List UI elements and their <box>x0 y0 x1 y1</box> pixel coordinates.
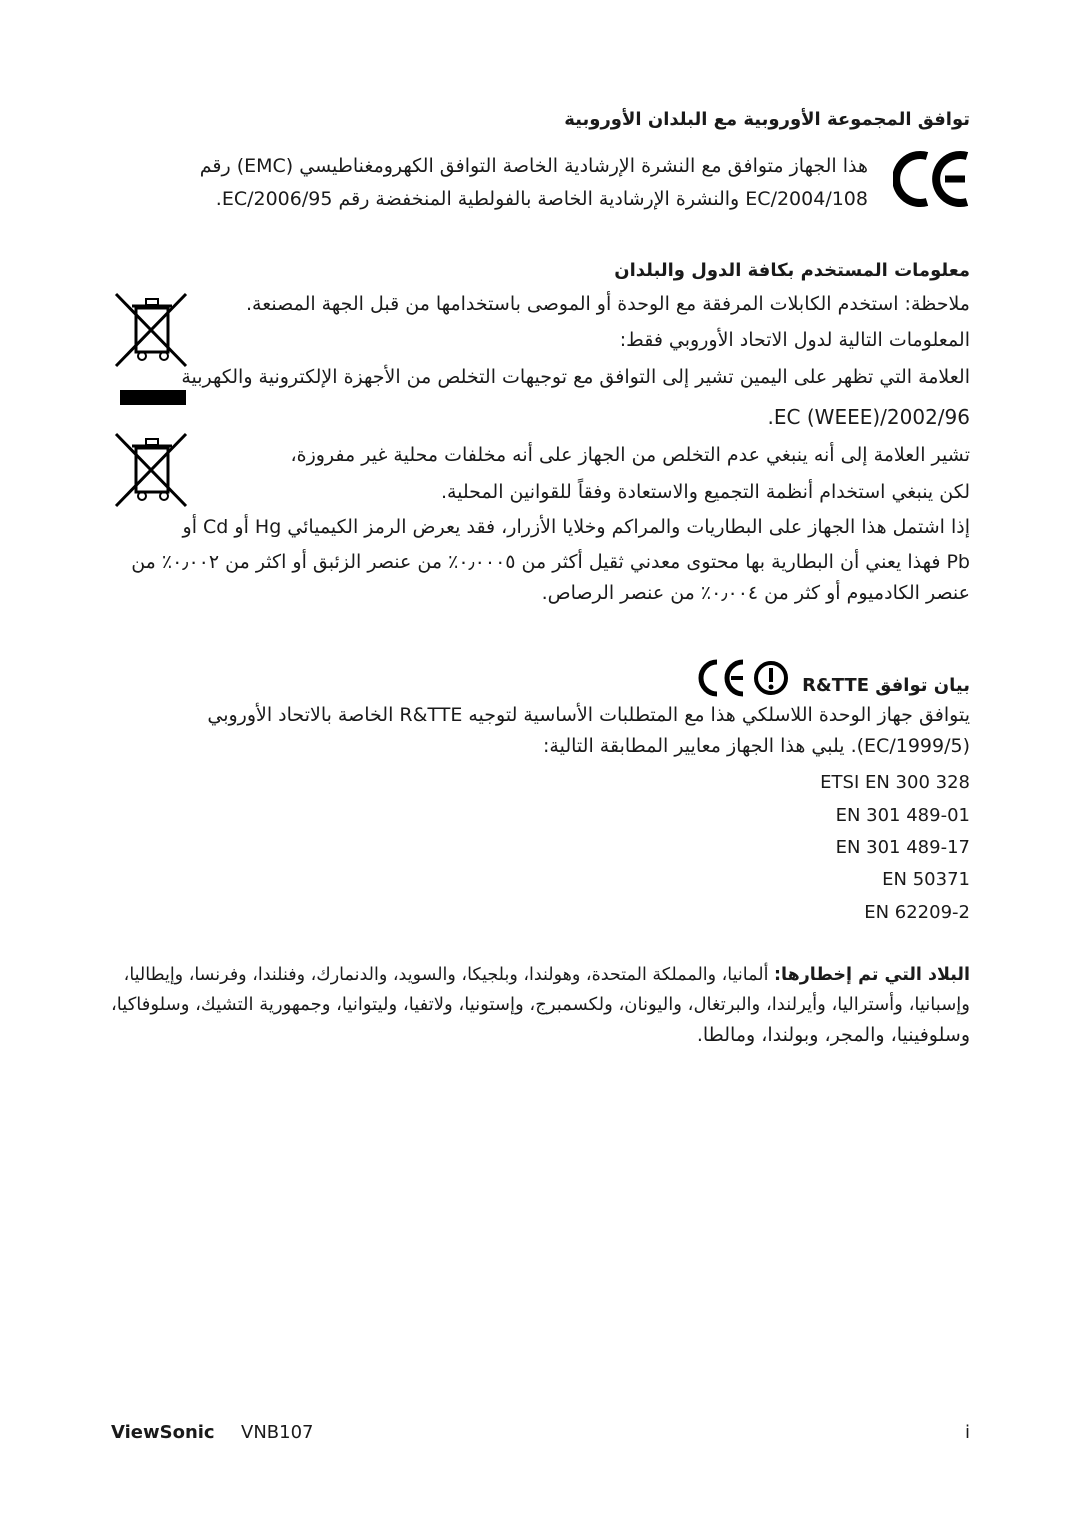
countries-line-3: وسلوفينيا، والمجر، وبولندا، ومالطا. <box>696 1024 970 1046</box>
countries-line-1 <box>124 962 970 988</box>
standard-item: ETSI EN 300 328 <box>820 772 970 793</box>
battery-line-2: Pb فهذا يعني أن البطارية بها محتوى معدني ثقيل أكثر من ٠٫٠٠٠٥٪ من عنصر الزئبق أو اكثر من ٠٫٠٠٢٪ من <box>131 551 970 573</box>
crossed-out-wheelie-bin-icon <box>112 430 190 510</box>
crossed-out-wheelie-bin-icon <box>112 290 190 370</box>
battery-line-3: عنصر الكادميوم أو كثر من ٠٫٠٠٤٪ من عنصر الرصاص. <box>541 582 970 604</box>
ce-mark-icon <box>893 150 971 208</box>
ce-text-line-1: هذا الجهاز متوافق مع النشرة الإرشادية الخاصة التوافق الكهرومغناطيسي (EMC) رقم <box>199 155 868 177</box>
weee-disposal-line-1: تشير العلامة إلى أنه ينبغي عدم التخلص من الجهاز على أنه مخلفات محلية غير مفروزة، <box>290 444 970 466</box>
weee-black-bar <box>120 390 186 405</box>
battery-line-1: إذا اشتمل هذا الجهاز على البطاريات والمراكم وخلايا الأزرار، فقد يعرض الرمز الكيميائي Hg أو Cd أو <box>182 516 970 538</box>
weee-mark-line: العلامة التي تظهر على اليمين تشير إلى التوافق مع توجيهات التخلص من الأجهزة الإلكترونية والكهربية <box>181 366 970 388</box>
rtte-line-1: يتوافق جهاز الوحدة اللاسلكي هذا مع المتطلبات الأساسية لتوجيه R&TTE الخاصة بالاتحاد الأوروبي <box>207 704 970 726</box>
ce-compliance-heading: توافق المجموعة الأوروبية مع البلدان الأوروبية <box>564 109 970 130</box>
cable-note: ملاحظة: استخدم الكابلات المرفقة مع الوحدة أو الموصى باستخدامها من قبل الجهة المصنعة. <box>245 293 970 315</box>
weee-directive-line: 2002/96/EC (WEEE). <box>767 405 970 429</box>
countries-line-2: وإسبانيا، وأستراليا، وأيرلندا، والبرتغال، واليونان، ولكسمبرج، وإستونيا، ولاتفيا، وليتوانيا، وجمهورية التشيك، وسلوفاكيا، <box>110 994 970 1015</box>
footer-model: VNB107 <box>241 1422 314 1443</box>
standard-item: EN 301 489-17 <box>835 837 970 858</box>
standard-item: EN 62209-2 <box>864 902 970 923</box>
weee-disposal-line-2: لكن ينبغي استخدام أنظمة التجميع والاستعادة وفقاً للقوانين المحلية. <box>440 481 970 503</box>
ce-text-line-2: 2004/108/EC والنشرة الإرشادية الخاصة بالفولطية المنخفضة رقم 2006/95/EC. <box>215 188 868 210</box>
rtte-heading: بيان توافق R&TTE <box>802 675 970 696</box>
rtte-line-2: (1999/5/EC). يلبي هذا الجهاز معايير المطابقة التالية: <box>543 735 970 757</box>
eu-info-line: المعلومات التالية لدول الاتحاد الأوروبي فقط: <box>619 329 970 351</box>
standard-item: EN 301 489-01 <box>835 805 970 826</box>
user-info-heading: معلومات المستخدم بكافة الدول والبلدان <box>614 260 970 281</box>
standard-item: EN 50371 <box>882 869 970 890</box>
ce-alert-mark-icon <box>697 658 793 698</box>
page-number: i <box>964 1422 970 1443</box>
footer-brand: ViewSonic <box>111 1422 215 1443</box>
countries-text: ألمانيا، والمملكة المتحدة، وهولندا، وبلجيكا، والسويد، والدنمارك، وفنلندا، وفرنسا، وإيطاليا، <box>123 965 769 985</box>
countries-heading: البلاد التي تم إخطارها: <box>774 965 970 985</box>
